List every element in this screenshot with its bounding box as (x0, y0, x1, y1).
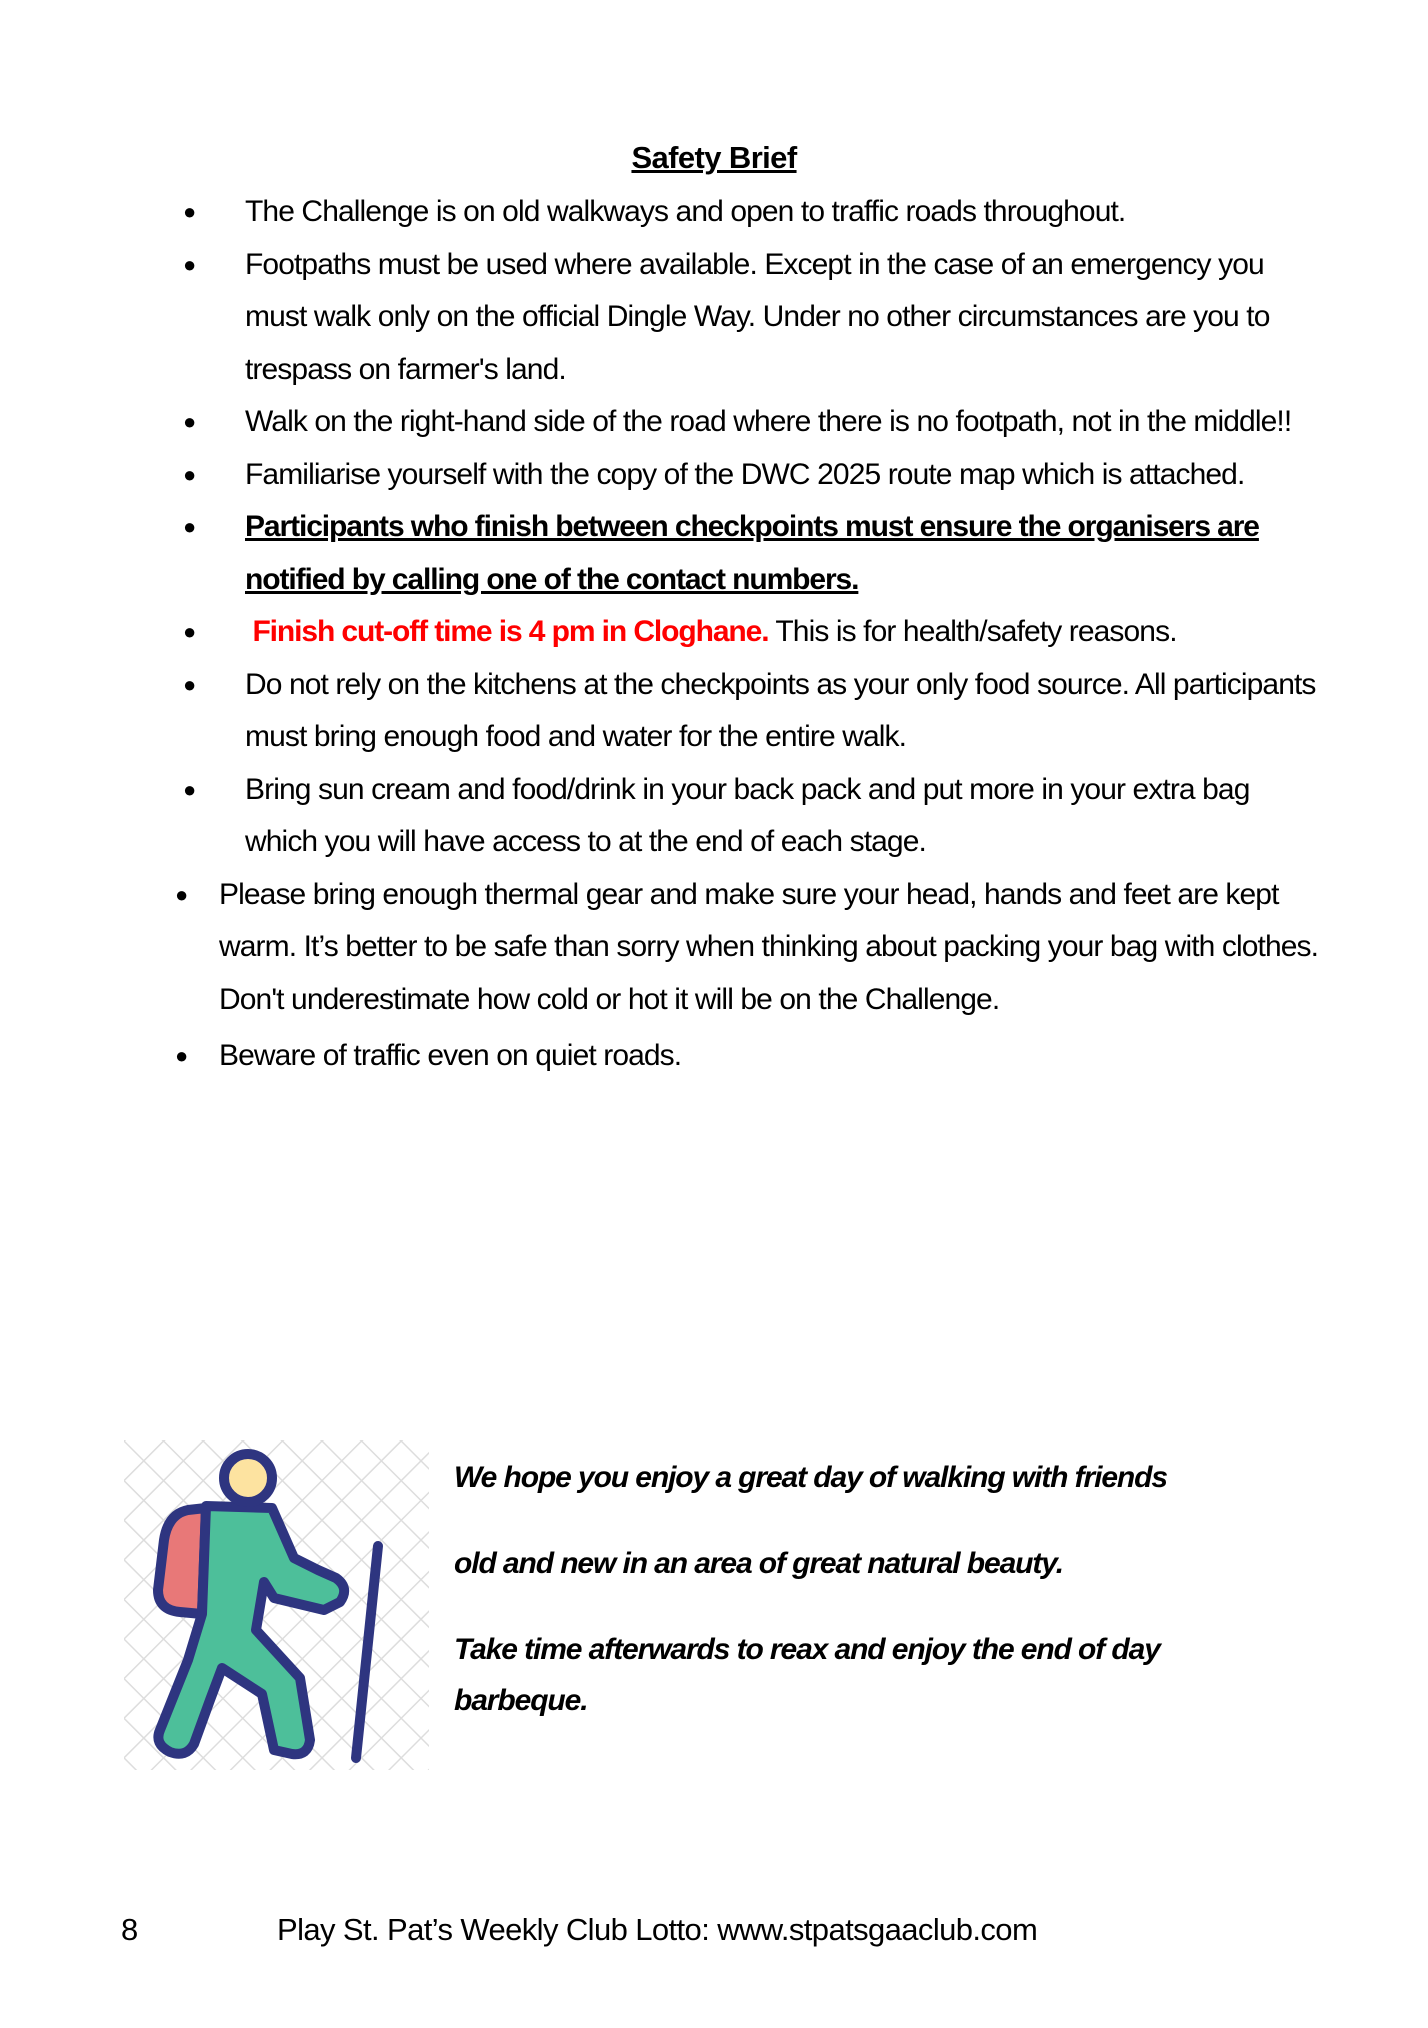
list-item (0, 1030, 1428, 1083)
list-item (0, 396, 1428, 449)
footer-text: Play St. Pat’s Weekly Club Lotto: www.stpatsgaaclub.com (277, 1912, 1038, 1947)
list-item-text: Footpaths must be used where available. Except in the case of an emergency you must walk only on the official Dingle Way. Under no other circumstances are you to trespass on farmer's land. (245, 247, 1270, 386)
list-item-text: Walk on the right-hand side of the road where there is no footpath, not in the middle!! (245, 405, 1292, 438)
bullet-icon: ● (183, 776, 196, 802)
list-item-text: Beware of traffic even on quiet roads. (219, 1039, 682, 1072)
list-item (0, 501, 1428, 606)
cutoff-time-highlight: Finish cut-off time is 4 pm in Cloghane. (252, 615, 769, 648)
bullet-icon: ● (183, 619, 196, 644)
list-item-text: Familiarise yourself with the copy of the DWC 2025 route map which is attached. (245, 457, 1245, 491)
closing-line: old and new in an area of great natural beauty. (454, 1547, 1063, 1580)
page-title: Safety Brief (631, 140, 797, 175)
bullet-icon: ● (183, 409, 196, 434)
list-item-text (245, 606, 1325, 659)
closing-line: Take time afterwards to reax and enjoy the end of day (454, 1633, 1160, 1666)
bullet-icon: ● (175, 881, 188, 907)
notify-organisers-notice: Participants who finish between checkpoints must ensure the organisers are notified by calling one of the contact numbers. (245, 510, 1259, 596)
list-item (0, 239, 1428, 397)
bullet-icon: ● (183, 514, 196, 539)
bullet-icon: ● (175, 1043, 188, 1068)
cutoff-time-reason: This is for health/safety reasons. (768, 615, 1177, 648)
bullet-icon: ● (183, 461, 196, 487)
bullet-icon: ● (183, 251, 196, 277)
bullet-icon: ● (183, 671, 196, 697)
hiker-icon (124, 1440, 429, 1770)
list-item-text: Do not rely on the kitchens at the checkpoints as your only food source. All participants must bring enough food and water for the entire walk. (245, 667, 1316, 753)
page-number: 8 (121, 1912, 138, 1947)
list-item-text: The Challenge is on old walkways and open to traffic roads throughout. (245, 195, 1126, 228)
list-item (0, 449, 1428, 502)
list-item-text: Please bring enough thermal gear and make sure your head, hands and feet are kept warm. It’s better to be safe than sorry when thinking about packing your bag with clothes. Don't underestimate how cold or hot it will be on the Challenge. (219, 877, 1319, 1016)
closing-line: We hope you enjoy a great day of walking with friends (454, 1461, 1167, 1494)
bullet-icon: ● (183, 199, 196, 224)
list-item (0, 186, 1428, 239)
head-shape (224, 1454, 272, 1502)
list-item (0, 869, 1428, 1027)
closing-line: barbeque. (454, 1684, 588, 1717)
list-item (0, 606, 1428, 659)
list-item-text: Bring sun cream and food/drink in your back pack and put more in your extra bag which you will have access to at the end of each stage. (245, 772, 1250, 858)
list-item (0, 764, 1428, 869)
safety-list (0, 186, 1428, 1083)
list-item (0, 659, 1428, 764)
hiker-illustration (124, 1440, 429, 1770)
